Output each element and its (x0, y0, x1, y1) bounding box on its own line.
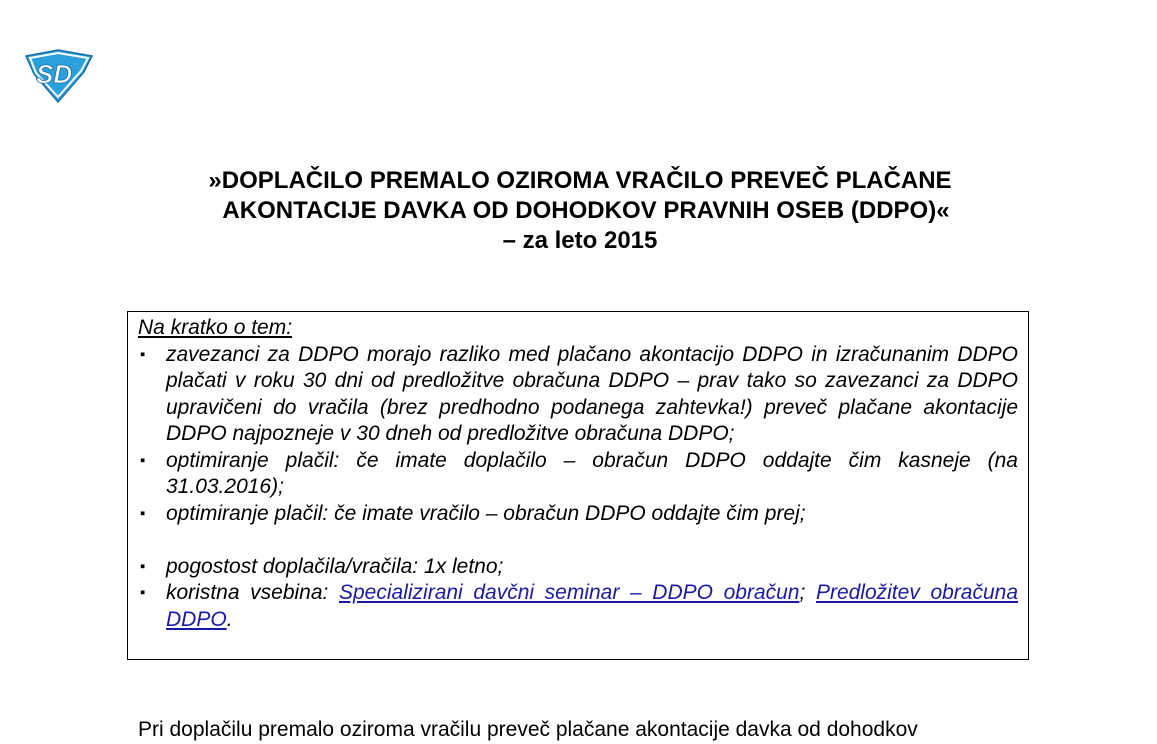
list-item (138, 580, 1018, 633)
square-bullet-icon: ▪ (140, 584, 146, 601)
square-bullet-icon: ▪ (140, 504, 146, 522)
bullet-text: optimiranje plačil: če imate vračilo – obračun DDPO oddajte čim prej; (166, 501, 806, 525)
title-line-2: AKONTACIJE DAVKA OD DOHODKOV PRAVNIH OSEB (DDPO)« (222, 197, 950, 224)
title-line-1: »DOPLAČILO PREMALO OZIROMA VRAČILO PREVEČ PLAČANE (208, 167, 952, 194)
useful-content-label: koristna vsebina: (166, 581, 339, 604)
summary-heading: Na kratko o tem: (138, 316, 293, 339)
list-item (138, 448, 1018, 501)
summary-box (127, 311, 1029, 660)
list-item (138, 501, 1018, 528)
sentence-end: . (226, 607, 233, 631)
bullet-text: zavezanci za DDPO morajo razliko med plačano akontacijo DDPO in izračunanim DDPO plačati v roku 30 dni od predložitve obračuna DDPO – prav tako so zavezanci za DDPO upravičeni do vračila (brez predhodno podanega zahtevka!) preveč plačane akontacije DDPO najpozneje v 30 dneh od predložitve obračuna DDPO; (166, 342, 1018, 445)
ddpo-submission-link[interactable]: Predložitev obračuna DDPO (166, 581, 1019, 631)
seminar-link[interactable]: Specializirani davčni seminar – DDPO obračun (339, 581, 800, 604)
document-title (120, 166, 1040, 256)
sd-shield-logo-icon (22, 48, 94, 104)
title-line-3: – za leto 2015 (502, 227, 658, 254)
square-bullet-icon: ▪ (140, 557, 146, 575)
sd-logo (22, 48, 94, 104)
square-bullet-icon: ▪ (140, 345, 146, 363)
list-item (138, 554, 1018, 581)
body-paragraph: Pri doplačilu premalo oziroma vračilu preveč plačane akontacije davka od dohodkov (138, 718, 918, 741)
bullet-text: optimiranje plačil: če imate doplačilo – obračun DDPO oddajte čim kasneje (na 31.03.2016); (166, 448, 1018, 498)
link-separator: ; (799, 581, 816, 604)
square-bullet-icon: ▪ (140, 451, 146, 469)
summary-bullet-list (138, 342, 1018, 634)
list-item (138, 342, 1018, 448)
bullet-text: pogostost doplačila/vračila: 1x letno; (166, 554, 504, 578)
svg-text:SD: SD (36, 59, 73, 89)
